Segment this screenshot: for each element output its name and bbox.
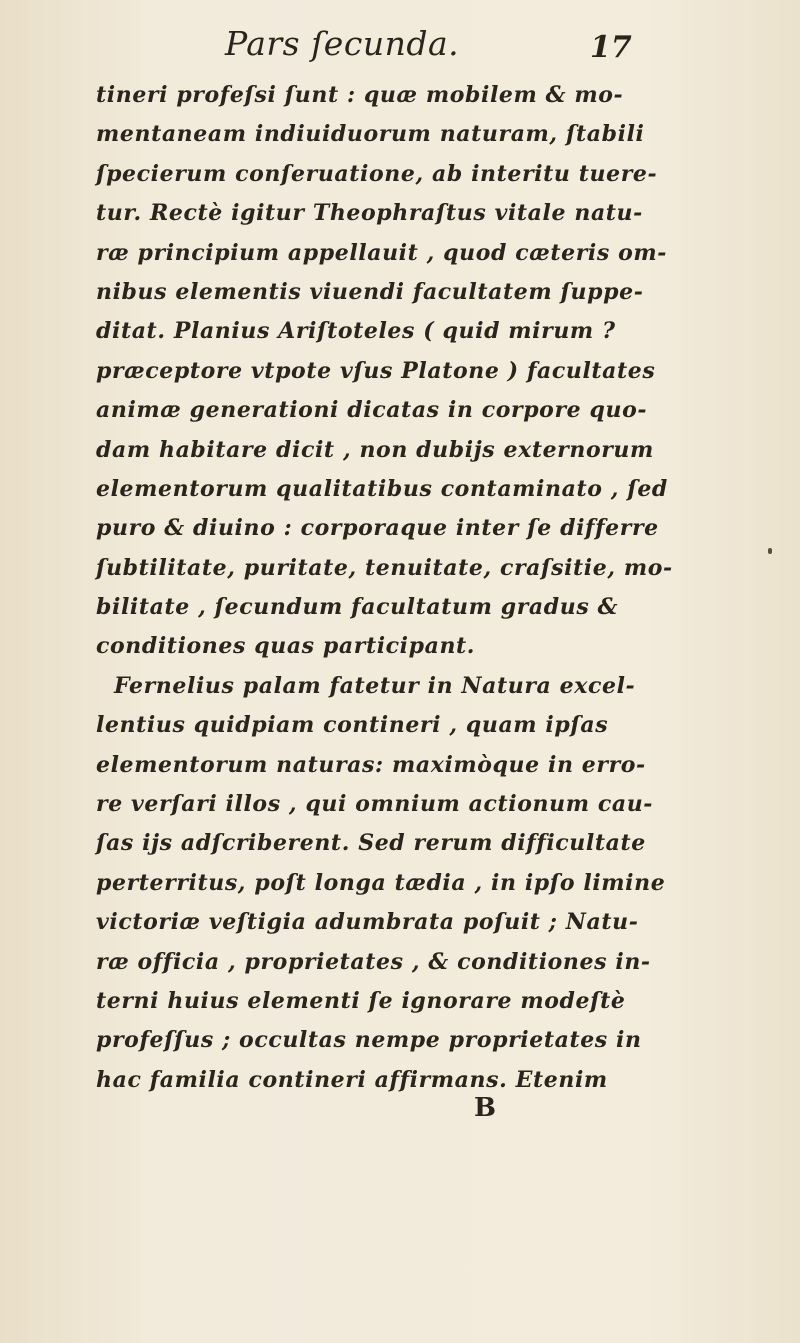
text-line: ræ principium appellauit , quod cæteris om- (96, 239, 667, 266)
text-line: ditat. Planius Ariſtoteles ( quid mirum ? (96, 318, 616, 345)
text-line: nibus elementis viuendi facultatem ſuppe- (96, 278, 644, 305)
page-number: 17 (590, 30, 632, 65)
page-header (0, 22, 800, 72)
text-line: victoriæ veſtigia adumbrata poſuit ; Natu- (96, 909, 639, 936)
ink-speck (768, 548, 772, 554)
text-line: conditiones quas participant. (96, 633, 476, 660)
text-line: ſpecierum conſeruatione, ab interitu tuere- (96, 160, 658, 187)
text-line: profeſſus ; occultas nempe proprietates in (96, 1027, 642, 1054)
text-line: tur. Rectè igitur Theophraſtus vitale natu- (96, 200, 643, 227)
text-line: lentius quidpiam contineri , quam ipſas (96, 712, 609, 739)
text-line: bilitate , ſecundum facultatum gradus & (96, 594, 619, 621)
body-text (96, 76, 673, 1100)
text-line: re verſari illos , qui omnium actionum cau- (96, 791, 654, 818)
text-line: ræ officia , proprietates , & conditiones in- (96, 948, 651, 975)
text-line: mentaneam indiuiduorum naturam, ſtabili (96, 121, 645, 148)
text-line: præceptore vtpote vſus Platone ) facultates (96, 357, 656, 384)
text-line: animæ generationi dicatas in corpore quo- (96, 397, 648, 424)
running-title: Pars ſecunda. (225, 24, 460, 63)
text-line: elementorum qualitatibus contaminato , ſed (96, 475, 668, 502)
text-line: elementorum naturas: maximòque in erro- (96, 751, 646, 778)
text-line: ſas ijs adſcriberent. Sed rerum difficultate (96, 830, 646, 857)
text-line: Fernelius palam fatetur in Natura excel- (114, 672, 636, 699)
signature-mark: B (474, 1093, 496, 1123)
text-line: ſubtilitate, puritate, tenuitate, craſsitie, mo- (96, 554, 673, 581)
text-line: puro & diuino : corporaque inter ſe differre (96, 515, 659, 542)
text-line: terni huius elementi ſe ignorare modeſtè (96, 987, 626, 1014)
text-line: tineri profeſsi ſunt : quæ mobilem & mo- (96, 82, 624, 108)
text-line: perterritus, poſt longa tædia , in ipſo limine (96, 869, 666, 896)
text-line: hac familia contineri affirmans. Etenim (96, 1066, 608, 1093)
text-line: dam habitare dicit , non dubijs externorum (96, 436, 654, 463)
